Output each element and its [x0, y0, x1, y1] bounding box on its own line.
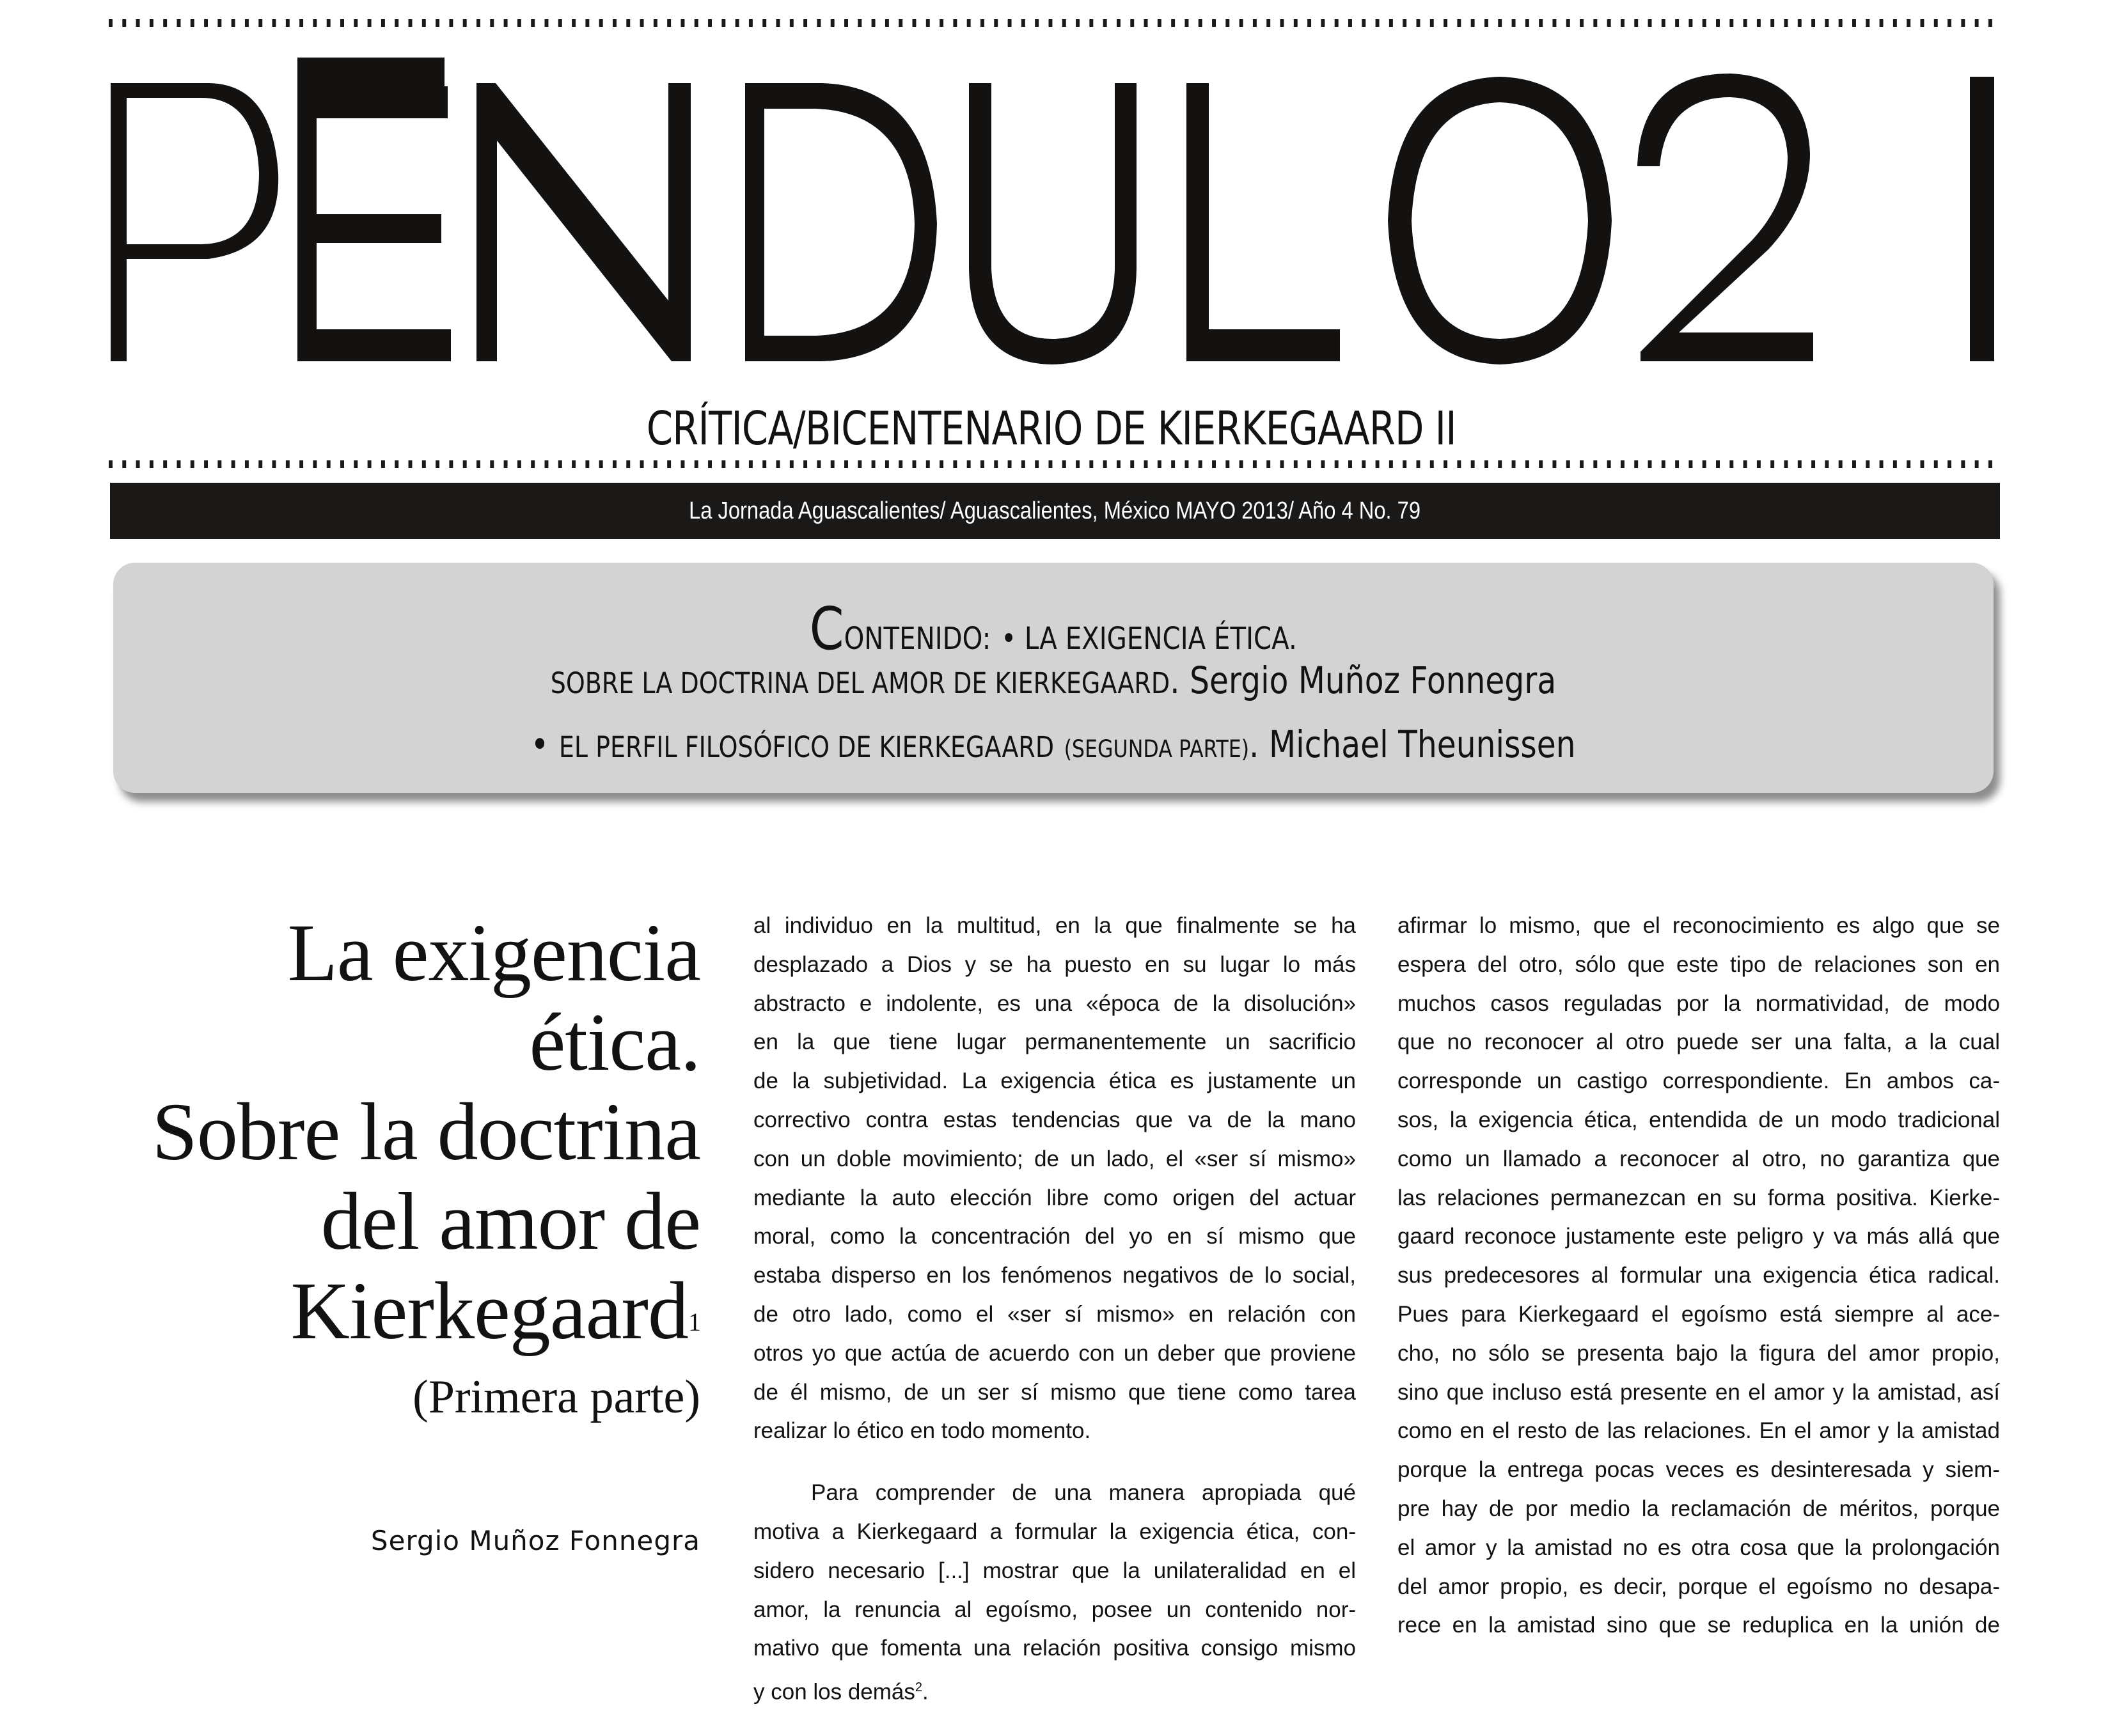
text-line: de la subjetividad. La exigencia ética es justamente un	[753, 1068, 1356, 1094]
article-author: Sergio Muñoz Fonnegra	[370, 1525, 700, 1556]
text-line: motiva a Kierkegaard a formular la exigencia ética, con-	[753, 1519, 1356, 1544]
body-column-middle	[753, 907, 1356, 1707]
article-title-line: La exigencia	[287, 907, 700, 998]
text-line: amor, la renuncia al egoísmo, posee un contenido nor-	[753, 1597, 1356, 1622]
article-title-word: Kierkegaard	[290, 1265, 688, 1356]
contents-item-1-subtitle[interactable]: SOBRE LA DOCTRINA DEL AMOR DE KIERKEGAARD	[550, 666, 1170, 700]
article-part-label: (Primera parte)	[413, 1371, 700, 1423]
article-title-block	[115, 908, 700, 1560]
text-line: el amor y la amistad no es otra cosa que la prolongación	[1397, 1535, 2000, 1560]
text-line: al individuo en la multitud, en la que finalmente se ha	[753, 913, 1356, 938]
text-line: Para comprender de una manera apropiada qué	[811, 1480, 1356, 1506]
body-column-right	[1397, 907, 2000, 1645]
footnote-mark[interactable]: 2	[915, 1680, 923, 1695]
contents-label: ONTENIDO:	[844, 621, 991, 657]
contents-line-3	[113, 723, 1994, 766]
contents-item-2-title[interactable]: EL PERFIL FILOSÓFICO DE KIERKEGAARD	[559, 730, 1055, 764]
article-title-line	[115, 1266, 700, 1356]
contents-label-initial: C	[809, 595, 844, 663]
text-line: desplazado a Dios y se ha puesto en su lugar lo más	[753, 951, 1356, 977]
contents-box	[113, 563, 1994, 793]
paragraph-gap	[753, 1451, 1356, 1474]
text-line: del amor propio, es decir, porque el egoísmo no desapa-	[1397, 1574, 2000, 1599]
issue-info-bar	[110, 483, 2000, 539]
text-line: que no reconocer al otro puede ser una falta, a la cual	[1397, 1029, 2000, 1055]
text-fragment: .	[922, 1679, 929, 1705]
text-line: Pues para Kierkegaard el egoísmo está siempre al ace-	[1397, 1301, 2000, 1327]
text-line: como en el resto de las relaciones. En el amor y la amistad	[1397, 1418, 2000, 1444]
text-fragment: y con los demás	[753, 1679, 915, 1705]
text-line: estaba disperso en los fenómenos negativos de lo social,	[753, 1263, 1356, 1288]
text-line: mativo que fomenta una relación positiva consigo mismo	[753, 1636, 1356, 1661]
text-line: sino que incluso está presente en el amor y la amistad, así	[1397, 1379, 2000, 1405]
top-dotted-rule	[109, 19, 2002, 27]
article-title-line: del amor de	[320, 1176, 700, 1267]
text-line: muchos casos reguladas por la normatividad, de modo	[1397, 990, 2000, 1016]
text-line: como un llamado a reconocer al otro, no garantiza que	[1397, 1146, 2000, 1171]
text-line: sus predecesores al formular una exigencia ética radical.	[1397, 1263, 2000, 1288]
text-line: correctivo contra estas tendencias que va de la mano	[753, 1107, 1356, 1132]
article-title-line: Sobre la doctrina	[152, 1086, 700, 1177]
text-line: realizar lo ético en todo momento.	[753, 1418, 1091, 1444]
pendulo21-wordmark	[106, 58, 2002, 364]
text-line: de él mismo, de un ser sí mismo que tiene como tarea	[753, 1379, 1356, 1405]
text-line: moral, como la concentración del yo en sí mismo que	[753, 1224, 1356, 1249]
contents-item-2-part: (SEGUNDA PARTE)	[1064, 735, 1250, 763]
text-line: afirmar lo mismo, que el reconocimiento es algo que se	[1397, 913, 2000, 938]
text-line	[753, 1668, 1356, 1707]
issue-line: La Jornada Aguascalientes/ Aguascalientes, México MAYO 2013/ Año 4 No. 79	[689, 497, 1421, 524]
contents-item-1-author: . Sergio Muñoz Fonnegra	[1170, 659, 1557, 702]
text-line: espera del otro, sólo que este tipo de relaciones son en	[1397, 951, 2000, 977]
contents-item-2-author: . Michael Theunissen	[1249, 723, 1577, 766]
text-line: sos, la exigencia ética, entendida de un modo tradicional	[1397, 1107, 2000, 1132]
text-line: corresponde un castigo correspondiente. En ambos ca-	[1397, 1068, 2000, 1094]
article-title-line: ética.	[529, 997, 700, 1088]
contents-line-2	[113, 659, 1994, 702]
text-line: gaard reconoce justamente este peligro y va más allá que	[1397, 1224, 2000, 1249]
text-line: abstracto e indolente, es una «época de la disolución»	[753, 990, 1356, 1016]
masthead-logo	[106, 58, 2002, 364]
bullet: •	[530, 723, 549, 766]
text-line: rece en la amistad sino que se reduplica en la unión de	[1397, 1613, 2000, 1638]
bottom-dotted-rule	[109, 460, 2002, 468]
text-line: las relaciones permanezcan en su forma positiva. Kierke-	[1397, 1185, 2000, 1210]
section-subtitle: CRÍTICA/BICENTENARIO DE KIERKEGAARD II	[646, 402, 1456, 455]
text-line: porque la entrega pocas veces es desinteresada y siem-	[1397, 1457, 2000, 1483]
text-line: pre hay de por medio la reclamación de méritos, porque	[1397, 1496, 2000, 1521]
footnote-mark[interactable]: 1	[688, 1308, 700, 1336]
text-line: en la que tiene lugar permanentemente un sacrificio	[753, 1029, 1356, 1055]
text-line: con un doble movimiento; de un lado, el «ser sí mismo»	[753, 1146, 1356, 1171]
text-line: cho, no sólo se presenta bajo la figura del amor propio,	[1397, 1340, 2000, 1366]
text-line: sidero necesario [...] mostrar que la unilateralidad en el	[753, 1558, 1356, 1583]
contents-item-1-title[interactable]: • LA EXIGENCIA ÉTICA.	[1001, 621, 1298, 657]
text-line: mediante la auto elección libre como origen del actuar	[753, 1185, 1356, 1210]
contents-line-1	[113, 595, 1994, 663]
text-line: de otro lado, como el «ser sí mismo» en relación con	[753, 1301, 1356, 1327]
text-line: otros yo que actúa de acuerdo con un deber que proviene	[753, 1340, 1356, 1366]
